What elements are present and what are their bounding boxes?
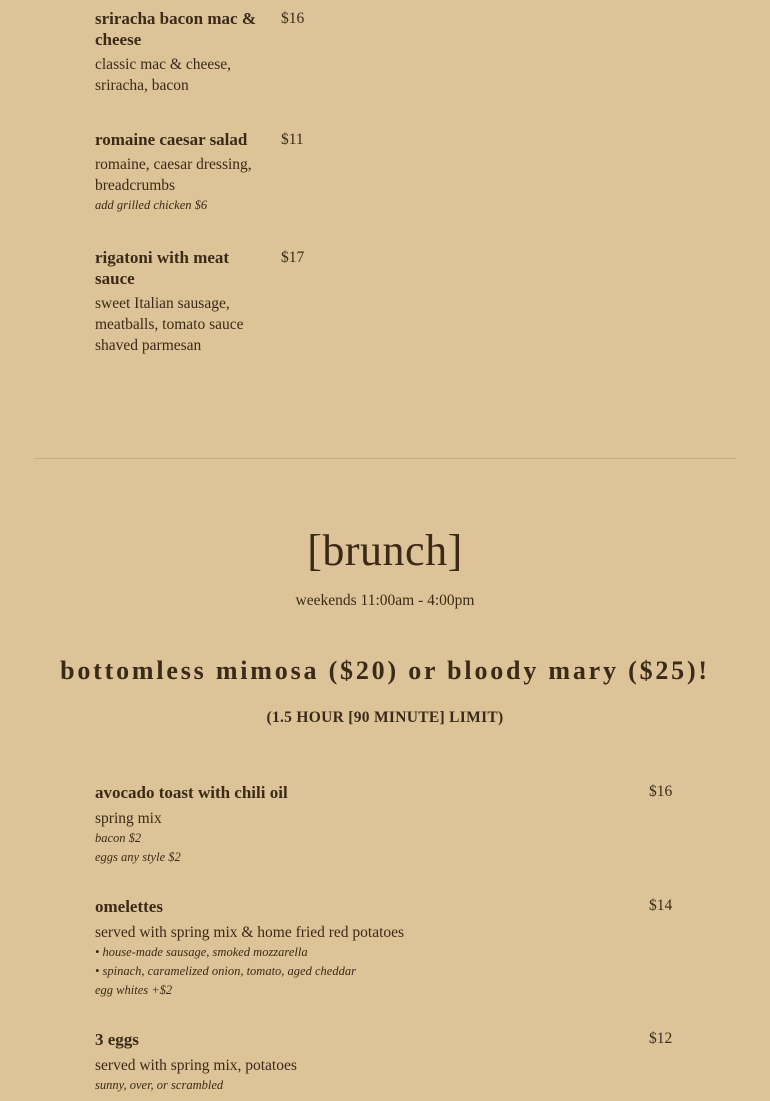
dinner-items-list: [95, 8, 325, 356]
menu-item-price: $17: [281, 249, 305, 266]
menu-item-addon: add grilled chicken $6: [95, 198, 208, 212]
menu-item-addon: • house-made sausage, smoked mozzarella: [95, 945, 308, 959]
menu-item: [95, 782, 685, 867]
menu-item-addon: egg whites +$2: [95, 983, 173, 997]
menu-item-name: rigatoni with meat sauce: [95, 248, 230, 288]
menu-item: [95, 247, 325, 356]
menu-item-description: sweet Italian sausage, meatballs, tomato sauce shaved parmesan: [95, 295, 244, 354]
menu-item-price: $16: [281, 10, 305, 27]
menu-item-name: sriracha bacon mac & cheese: [95, 9, 257, 49]
menu-item-price: $11: [281, 131, 304, 148]
menu-item: [95, 8, 325, 96]
menu-item-description: romaine, caesar dressing, breadcrumbs: [95, 156, 252, 194]
menu-item-name: 3 eggs: [95, 1030, 139, 1049]
menu-item-description: classic mac & cheese, sriracha, bacon: [95, 56, 231, 94]
menu-item-name: omelettes: [95, 897, 163, 916]
menu-item: [95, 1029, 685, 1095]
menu-item-description: spring mix: [95, 810, 162, 827]
menu-item-price: $14: [649, 897, 673, 914]
menu-item-addon: sunny, over, or scrambled: [95, 1078, 224, 1092]
brunch-items-list: [95, 782, 685, 1095]
promo-headline: bottomless mimosa ($20) or bloody mary ($25)!: [60, 656, 710, 685]
menu-item-addon: bacon $2: [95, 831, 142, 845]
section-divider: [34, 458, 736, 459]
menu-item-description: served with spring mix & home fried red potatoes: [95, 924, 405, 941]
menu-item-price: $16: [649, 783, 673, 800]
menu-item: [95, 129, 325, 214]
menu-item: [95, 896, 685, 1000]
menu-item-description: served with spring mix, potatoes: [95, 1057, 297, 1074]
menu-item-price: $12: [649, 1030, 673, 1047]
menu-item-name: romaine caesar salad: [95, 130, 248, 149]
section-hours: weekends 11:00am - 4:00pm: [295, 592, 475, 609]
menu-item-name: avocado toast with chili oil: [95, 783, 288, 802]
menu-item-addon: eggs any style $2: [95, 850, 181, 864]
menu-item-addon: • spinach, caramelized onion, tomato, aged cheddar: [95, 964, 356, 978]
promo-limit: (1.5 HOUR [90 MINUTE] LIMIT): [266, 709, 504, 726]
section-title: [brunch]: [307, 526, 463, 575]
